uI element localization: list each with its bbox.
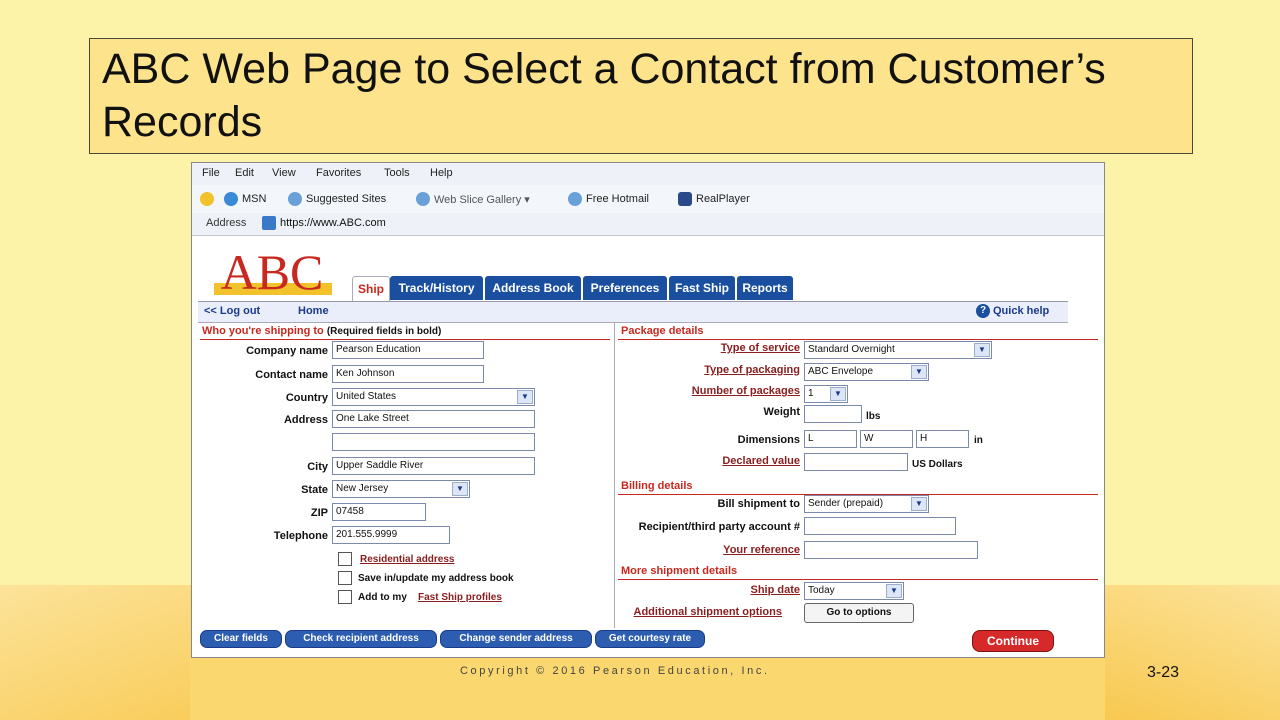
chevron-down-icon: ▼: [911, 497, 927, 511]
fav-web-slice-gallery[interactable]: Web Slice Gallery ▾: [416, 192, 530, 206]
add-fast-ship-checkbox[interactable]: [338, 590, 352, 604]
recipient-heading: Who you're shipping to (Required fields in bold): [202, 325, 442, 337]
change-sender-address-button[interactable]: Change sender address: [440, 630, 592, 648]
dimension-length-field[interactable]: L: [804, 430, 857, 448]
ie-page-icon: [288, 192, 302, 206]
zip-label: ZIP: [310, 507, 328, 519]
logout-link[interactable]: << Log out: [204, 305, 261, 317]
company-label: Company name: [246, 345, 328, 357]
package-heading: Package details: [621, 325, 704, 337]
page-icon: [262, 216, 276, 230]
zip-field[interactable]: 07458: [332, 503, 426, 521]
bill-shipment-label: Bill shipment to: [717, 498, 800, 510]
slide-page-number: 3-23: [1147, 664, 1180, 681]
check-recipient-address-button[interactable]: Check recipient address: [285, 630, 437, 648]
tab-fast-ship[interactable]: Fast Ship: [669, 276, 735, 300]
favorites-bar: [192, 185, 1104, 214]
slide-decoration-left: [0, 585, 190, 720]
recipient-divider: [200, 339, 610, 340]
abc-logo: [212, 245, 336, 299]
dimensions-label: Dimensions: [737, 434, 800, 446]
menu-favorites[interactable]: Favorites: [316, 167, 362, 179]
address-label: Address: [206, 217, 247, 229]
packaging-type-select[interactable]: ABC Envelope ▼: [804, 363, 929, 381]
chevron-down-icon: ▼: [974, 343, 990, 357]
packaging-type-label[interactable]: Type of packaging: [704, 364, 800, 376]
weight-field[interactable]: [804, 405, 862, 423]
num-packages-label[interactable]: Number of packages: [691, 385, 800, 397]
ship-date-select[interactable]: Today ▼: [804, 582, 904, 600]
favorites-star-icon[interactable]: [200, 192, 214, 206]
realplayer-icon: [678, 192, 692, 206]
address-line1-field[interactable]: One Lake Street: [332, 410, 535, 428]
more-details-divider: [618, 579, 1098, 580]
service-type-select[interactable]: Standard Overnight ▼: [804, 341, 992, 359]
num-packages-select[interactable]: 1 ▼: [804, 385, 848, 403]
chevron-down-icon: ▼: [452, 482, 468, 496]
fast-ship-profiles-link[interactable]: Fast Ship profiles: [418, 592, 502, 603]
billing-heading: Billing details: [621, 480, 693, 492]
ship-date-label[interactable]: Ship date: [750, 584, 800, 596]
slide-title: ABC Web Page to Select a Contact from Customer’s Records: [102, 45, 1106, 146]
company-field[interactable]: Pearson Education: [332, 341, 484, 359]
your-reference-field[interactable]: [804, 541, 978, 559]
residential-checkbox[interactable]: [338, 552, 352, 566]
browser-screenshot: [191, 162, 1105, 658]
ie-page-icon: [568, 192, 582, 206]
package-divider: [618, 339, 1098, 340]
browser-menu-bar: [192, 163, 1104, 186]
continue-button[interactable]: Continue: [972, 630, 1054, 652]
quick-help-link[interactable]: ? Quick help: [976, 304, 1049, 318]
state-label: State: [301, 484, 328, 496]
get-courtesy-rate-button[interactable]: Get courtesy rate: [595, 630, 705, 648]
service-type-label[interactable]: Type of service: [720, 342, 800, 354]
chevron-down-icon: ▼: [517, 390, 533, 404]
declared-value-link[interactable]: Declared value: [722, 455, 800, 467]
chevron-down-icon: ▼: [886, 584, 902, 598]
declared-value-unit: US Dollars: [912, 459, 963, 470]
go-to-options-button[interactable]: Go to options: [804, 603, 914, 623]
ie-page-icon: [416, 192, 430, 206]
country-label: Country: [285, 392, 328, 404]
fav-free-hotmail[interactable]: Free Hotmail: [568, 192, 649, 206]
chevron-down-icon: ▼: [911, 365, 927, 379]
account-number-field[interactable]: [804, 517, 956, 535]
tab-track-history[interactable]: Track/History: [390, 276, 483, 300]
bill-shipment-select[interactable]: Sender (prepaid) ▼: [804, 495, 929, 513]
telephone-field[interactable]: 201.555.9999: [332, 526, 450, 544]
tab-address-book[interactable]: Address Book: [485, 276, 581, 300]
home-link[interactable]: Home: [298, 305, 329, 317]
add-to-label: Add to my: [358, 592, 407, 603]
state-select[interactable]: New Jersey ▼: [332, 480, 470, 498]
more-details-heading: More shipment details: [621, 565, 738, 577]
chevron-down-icon: ▼: [830, 387, 846, 401]
city-label: City: [307, 461, 328, 473]
slide-decoration-right: [1105, 585, 1280, 720]
copyright-notice: Copyright © 2016 Pearson Education, Inc.: [460, 665, 770, 677]
city-field[interactable]: Upper Saddle River: [332, 457, 535, 475]
menu-tools[interactable]: Tools: [384, 167, 410, 179]
help-icon: ?: [976, 304, 990, 318]
tab-preferences[interactable]: Preferences: [583, 276, 667, 300]
tab-ship[interactable]: Ship: [352, 276, 390, 301]
msn-icon: [224, 192, 238, 206]
url-field[interactable]: https://www.ABC.com: [280, 217, 386, 229]
declared-value-field[interactable]: [804, 453, 908, 471]
weight-unit: lbs: [866, 411, 881, 422]
fav-suggested-sites[interactable]: Suggested Sites: [288, 192, 386, 206]
fav-msn[interactable]: MSN: [224, 192, 266, 206]
fav-realplayer[interactable]: RealPlayer: [678, 192, 750, 206]
menu-file[interactable]: File: [202, 167, 220, 179]
dimension-height-field[interactable]: H: [916, 430, 969, 448]
menu-edit[interactable]: Edit: [235, 167, 254, 179]
residential-link[interactable]: Residential address: [360, 554, 455, 565]
weight-label: Weight: [763, 406, 800, 418]
contact-label: Contact name: [255, 369, 328, 381]
dimension-width-field[interactable]: W: [860, 430, 913, 448]
slide-title-box: [89, 38, 1193, 154]
address-line2-field[interactable]: [332, 433, 535, 451]
save-address-book-label: Save in/update my address book: [358, 573, 514, 584]
address-label: Address: [283, 414, 328, 426]
clear-fields-button[interactable]: Clear fields: [200, 630, 282, 648]
tab-reports[interactable]: Reports: [737, 276, 793, 300]
address-bar: [192, 213, 1104, 236]
sub-nav-bar: [198, 301, 1068, 323]
additional-options-link[interactable]: Additional shipment options: [633, 606, 782, 618]
svg-text:ABC: ABC: [220, 245, 324, 299]
contact-field[interactable]: Ken Johnson: [332, 365, 484, 383]
menu-help[interactable]: Help: [430, 167, 453, 179]
country-select[interactable]: United States ▼: [332, 388, 535, 406]
account-number-label: Recipient/third party account #: [638, 521, 800, 533]
menu-view[interactable]: View: [272, 167, 296, 179]
column-divider: [614, 323, 615, 628]
telephone-label: Telephone: [273, 530, 328, 542]
your-reference-link[interactable]: Your reference: [723, 544, 800, 556]
save-address-book-checkbox[interactable]: [338, 571, 352, 585]
dimension-unit: in: [974, 435, 983, 446]
